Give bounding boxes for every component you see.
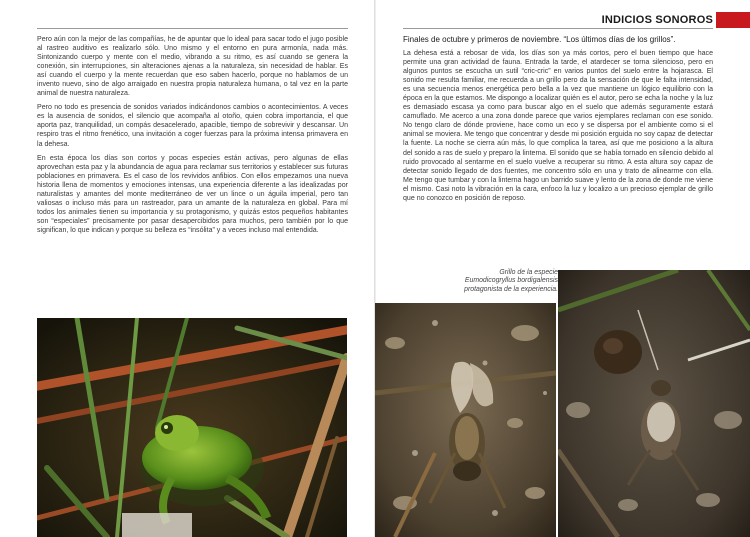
caption-line-2: Eumodicogryllus bordigalensis: [464, 277, 558, 285]
tree-frog-illustration: [37, 318, 347, 537]
left-top-rule: [37, 28, 348, 29]
left-paragraph-1: Pero aún con la mejor de las compañías, he de apuntar que lo ideal para sacar todo el jugo posible al rastreo auditivo es realizarlo sólo. Uno mismo y el entorno en pura armonía, nada más. Sintonizando cuerpo y mente con el medio, vibrando a su ritmo, es así cuando se genera la conexión, sin interrupciones, sin alteraciones ajenas a la naturaleza, sin necesidad de hablar. Es así cuando el cuerpo y la mente recuerdan que eso saben hacerlo, porque no hablamos de un invento nuevo, sino de algo arraigado en nuestra propia naturaleza humana, o tal vez en la parte animal de nuestra naturaleza.: [37, 36, 348, 98]
left-column-text: [37, 35, 348, 240]
photo-caption: [403, 269, 558, 294]
tree-frog-photo: [37, 318, 347, 537]
cricket-left-illustration: [375, 303, 556, 537]
left-paragraph-2: Pero no todo es presencia de sonidos variados indicándonos cambios o acontecimientos. A veces es la ausencia de sonidos, el silencio que acompaña al otoño, quien cobra importancia, el que aporta paz, tranquilidad, un compás desacelerado, apacible, tiempo de sobrevivir y descansar. Un respiro tras el ritmo frenético, una invitación a coger fuerzas para la próxima intensa primavera en la dehesa.: [37, 104, 348, 148]
right-paragraph: La dehesa está a rebosar de vida, los días son ya más cortos, pero el buen tiempo que hace permite una gran actividad de fauna. Entrada la tarde, el atardecer se torna silencioso, pero en algunos puntos se escucha un sutil “cric-cric” en varios puntos del suelo entre la hojarasca. El sonido me resulta familiar, me recuerda a un grillo pero da la sensación de que le falta intensidad, es una secuencia menos energética pero bella a la vez que mantiene un lógico equilibrio con la época en la que estamos. Me dispongo a localizar quién es el autor, pero se echa la noche y la luz es demasiado escasa ya como para buscar algo en el suelo que además seguramente estará camuflado. Me acerco a una zona donde parece que varios ejemplares reclaman con ese sonido. No tengo claro de dónde proviene, hace como un eco y se dispersa por el ambiente como si el animal se moviera. Me tengo que concentrar y desde mi posición erguida no soy capaz de detectar la fuente. La noche se cierra aún más, lo que complica la tarea, así que me posiciono a la altura del sonido a ras de suelo y preparo la linterna. El sonido que se había tornado en silencio debido al ruido provocado al sentarme en el suelo vuelve a recuperar su ritmo. A esta altura soy capaz de detectar sonido llegado de dos fuentes, me concentro sólo en una y trato de alinearme con ella. Me tengo que tumbar y con la linterna hago un barrido suave y lento de la zona de donde me viene el mismo. Casi noto la vibración en la cara, enfoco la luz y localizo a un precioso ejemplar de grillo que no conozco en posición de reposo.: [403, 50, 713, 202]
article-subheading: Finales de octubre y primeros de noviembre. “Los últimos días de los grillos”.: [403, 35, 676, 44]
section-title: INDICIOS SONOROS: [601, 14, 713, 26]
left-paragraph-3: En esta época los días son cortos y pocas especies están activas, pero algunas de ellas aprovechan esta paz y la abundancia de agua para reclamar sus territorios y establecer sus futuras poblaciones en primavera. Es el caso de los revividos anfibios. Con ellos empezamos una nueva historia llena de momentos y emociones intensas, una experiencia diferente a las idealizadas por naturalistas y amantes del monte mediterráneo de ver un lince o un águila imperial, pero tan valiosas o incluso más para un rastreador, para un amante de la naturaleza en global. Para mí todos los animales tienen su importancia y su protagonismo, y quizás estos pequeños habitantes son “especiales” precisamente por pasar desapercibidos para muchos, pero también por lo que significan, lo que indican y porque su belleza es “insólita” y a veces incluso mal entendida.: [37, 154, 348, 234]
caption-line-3: protagonista de la experiencia.: [464, 285, 558, 293]
section-color-tab: [716, 12, 750, 28]
cricket-photo-left: [375, 303, 556, 537]
cricket-right-illustration: [558, 270, 750, 537]
right-top-rule: [403, 28, 713, 29]
cricket-photo-right: [558, 270, 750, 537]
right-column-text: [403, 49, 713, 208]
caption-line-1: Grillo de la especie: [499, 269, 558, 276]
